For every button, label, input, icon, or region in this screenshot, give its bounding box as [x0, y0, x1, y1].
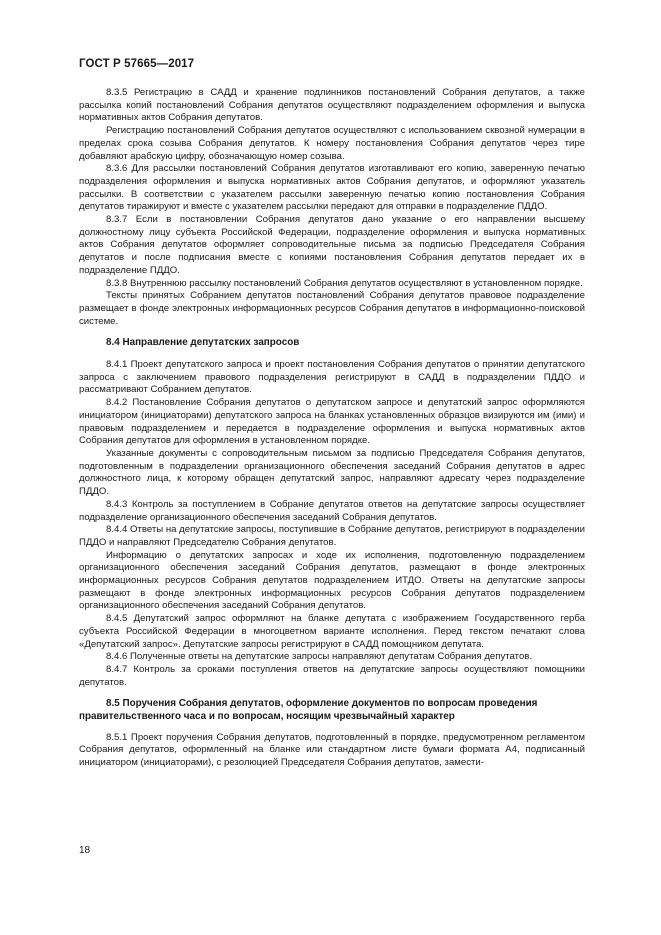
paragraph-information: Информацию о депутатских запросах и ходе их исполнения, подготовленную подразделением организационного обеспечения заседаний Собрания депутатов, размещают в фонде электронных информационных ресурсов Собрания депутатов подразделением ИТДО. Ответы на депутатские запросы размещают в фонде электронных информационных ресурсов Собрания депутатов подразделением организационного обеспечения заседаний Собрания депутатов. [79, 549, 585, 612]
section-8-4-heading: 8.4 Направление депутатских запросов [106, 337, 300, 349]
section-8-5-heading: 8.5 Поручения Собрания депутатов, оформление документов по вопросам проведения правительственного часа и по вопросам, носящим чрезвычайный характер [79, 698, 538, 723]
paragraph-8-3-7: 8.3.7 Если в постановлении Собрания депутатов дано указание о его направлении высшему должностному лицу субъекта Российской Федерации, подразделение оформления и выпуска нормативных актов Собрания депутатов оформляет сопроводительные письма за подписью Председателя Собрания депутатов и после подписания вместе с копиями постановления Собрания депутатов передает их в подразделение ПДДО. [79, 214, 585, 276]
paragraph-8-4-4: 8.4.4 Ответы на депутатские запросы, поступившие в Собрание депутатов, регистрируют в подразделении ПДДО и направляют Председателю Собрания депутатов. [79, 524, 585, 548]
document-body [79, 87, 585, 770]
paragraph-8-4-5: 8.4.5 Депутатский запрос оформляют на бланке депутата с изображением Государственного герба субъекта Российской Федерации в многоцветном варианте исполнения. Перед текстом печатают слова «Депутатский запрос». Депутатские запросы регистрируют в САДД помощником депутата. [79, 613, 585, 650]
paragraph-texts-published: Тексты принятых Собранием депутатов постановлений Собрания депутатов правовое подразделение размещает в фонде электронных информационных ресурсов Собрания депутатов в информационно-поисковой системе. [79, 290, 585, 327]
paragraph-8-3-5: 8.3.5 Регистрацию в САДД и хранение подлинников постановлений Собрания депутатов, а также рассылка копий постановлений Собрания депутатов осуществляют подразделением оформления и выпуска нормативных актов Собрания депутатов. [79, 87, 585, 124]
paragraph-8-3-6: 8.3.6 Для рассылки постановлений Собрания депутатов изготавливают его копию, заверенную печатью подразделения оформления и выпуска нормативных актов Собрания депутатов, и оформляют указатель рассылки. В соответствии с указателем рассылки заверенную печатью копию постановления Собрания депутатов тиражируют и вместе с указателем рассылки передают для отправки в подразделение ПДДО. [79, 163, 585, 213]
document-header: ГОСТ Р 57665—2017 [79, 58, 195, 70]
paragraph-8-5-1: 8.5.1 Проект поручения Собрания депутатов, подготовленный в порядке, предусмотренном регламентом Собрания депутатов, оформленный на бланке или стандартном листе бумаги формата А4, подписанный инициатором (инициаторами), с резолюцией Председателя Собрания депутатов, замести- [79, 731, 585, 769]
paragraph-8-4-6: 8.4.6 Полученные ответы на депутатские запросы направляют депутатам Собрания депутатов. [106, 651, 533, 663]
paragraph-8-4-1: 8.4.1 Проект депутатского запроса и проект постановления Собрания депутатов о принятии депутатского запроса с заключением правового подразделения регистрируют в САДД в подразделении ПДДО и рассматривают Собранием депутатов. [79, 359, 585, 396]
paragraph-8-3-8: 8.3.8 Внутреннюю рассылку постановлений Собрания депутатов осуществляют в установленном порядке. [106, 277, 583, 289]
paragraph-registration: Регистрацию постановлений Собрания депутатов осуществляют с использованием сквозной нумерации в пределах срока созыва Собрания депутатов. К номеру постановления Собрания депутатов через тире добавляют арабскую цифру, обозначающую номер созыва. [79, 125, 585, 162]
paragraph-8-4-7: 8.4.7 Контроль за сроками поступления ответов на депутатские запросы осуществляют помощники депутатов. [79, 663, 585, 688]
paragraph-documents-sent: Указанные документы с сопроводительным письмом за подписью Председателя Собрания депутатов, подготовленным в подразделении организационного обеспечения заседаний Собрания депутатов в адрес должностного лица, к которому обращен депутатский запрос, направляют адресату через подразделение ПДДО. [79, 447, 585, 498]
paragraph-8-4-2: 8.4.2 Постановление Собрания депутатов о депутатском запросе и депутатский запрос оформляются инициатором (инициаторами) депутатского запроса на бланках установленных образцов визируются им (ими) и правовым подразделением и передается в подразделение оформления и выпуска нормативных актов Собрания депутатов для оформления в установленном порядке. [79, 397, 585, 447]
page-number: 18 [79, 845, 91, 856]
paragraph-8-4-3: 8.4.3 Контроль за поступлением в Собрание депутатов ответов на депутатские запросы осуществляет подразделение организационного обеспечения заседаний Собрания депутатов. [79, 498, 585, 523]
